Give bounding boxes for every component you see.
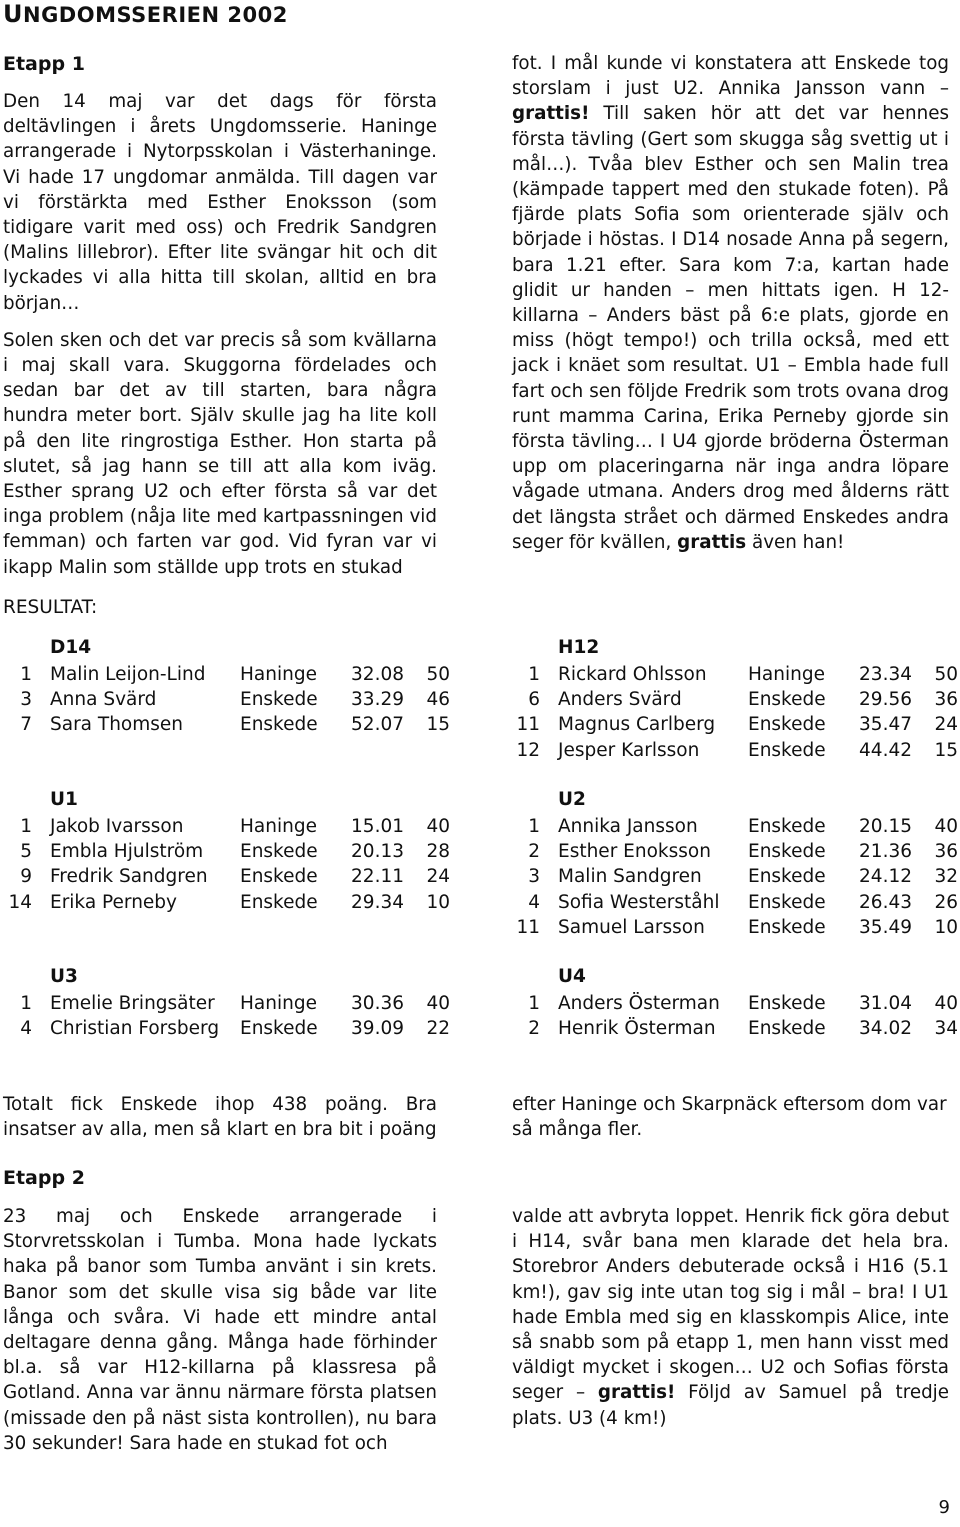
etapp1-right-column [512,51,949,555]
page-number: 9 [938,1497,950,1518]
table-row: 7 Sara Thomsen Enskede 52.07 15 [20,714,450,736]
etapp1-left-column [3,89,437,580]
page-title: UNGDOMSSERIEN 2002 [3,0,288,28]
table-row: 11 Samuel Larsson Enskede 35.49 10 [516,916,958,938]
results-table-u3: U3 1 Emelie Bringsäter Haninge 30.36 40 4 Christian Forsberg Enskede 39.09 22 [2,961,450,1041]
table-row: 4 Christian Forsberg Enskede 39.09 22 [20,1018,450,1040]
results-table-u4: U4 1 Anders Österman Enskede 31.04 40 2 Henrik Österman Enskede 34.02 34 [510,961,958,1041]
table-row: 1 Emelie Bringsäter Haninge 30.36 40 [20,993,450,1015]
table-row: 3 Malin Sandgren Enskede 24.12 32 [528,866,958,888]
results-table-h12: H12 1 Rickard Ohlsson Haninge 23.34 50 6 Anders Svärd Enskede 29.56 36 11 Magnus Carlberg Enskede 35.47 24 12 Jesper Karlsson Enskede 44.42 15 [510,632,958,763]
table-row: 6 Anders Svärd Enskede 29.56 36 [528,689,958,711]
etapp2-right-column [512,1204,949,1431]
table-row: 3 Anna Svärd Enskede 33.29 46 [20,689,450,711]
table-row: 5 Embla Hjulström Enskede 20.13 28 [20,841,450,863]
table-row: 9 Fredrik Sandgren Enskede 22.11 24 [20,866,450,888]
paragraph: fot. I mål kunde vi konstatera att Enskede tog storslam i just U2. Annika Jansson vann – grattis! Till saken hör att det var hennes första tävling (Gert som skugga såg svettig ut i mål…). Tvåa blev Esther och sen Malin trea (kämpade tappert med den stukade foten). På fjärde plats Sofia som orienterade själv och började i höstas. I D14 nosade Anna på segern, bara 1.21 efter. Sara kom 7:a, kartan hade glidit ur handen – men hittats igen. H 12-killarna – Anders bäst på 6:e plats, gjorde en miss (högt tempo!) och trilla också, med ett jack i knäet som resultat. U1 – Embla hade full fart och sen följde Fredrik som trots ovana drog runt mamma Carina, Erika Perneby gjorde sin första tävling… I U4 gjorde bröderna Österman upp om placeringarna när inga andra löpare vågade utmana. Anders drog med ålderns rätt det längsta strået och därmed Enskedes andra seger för kvällen, grattis även han! [512,53,949,553]
results-table-d14: D14 1 Malin Leijon-Lind Haninge 32.08 50 3 Anna Svärd Enskede 33.29 46 7 Sara Thomsen Enskede 52.07 15 [2,632,450,738]
paragraph: Solen sken och det var precis så som kvällarna i maj skall vara. Skuggorna fördelades och sedan bar det av till starten, bara några hundra meter bort. Själv skulle jag ha lite koll på den lite ringrostiga Esther. Hon starta på slutet, så jag hann se till att alla kom iväg. Esther sprang U2 och efter första så var det inga problem (nåja lite med kartpassningen vid femman) och farten var god. Vid fyran var vi ikapp Malin som ställde upp trots en stukad [3,329,437,578]
paragraph: Den 14 maj var det dags för första deltävlingen i årets Ungdomsserie. Haninge arrangerade i Nytorpsskolan i Västerhaninge. Vi hade 17 ungdomar anmälda. Till dagen var vi förstärkta med Esther Enoksson (som tidigare varit med oss) och Fredrik Sandgren (Malins lillebror). Efter lite svängar hit och dit lyckades vi alla hitta till skolan, alltid en bra början… [3,91,437,314]
paragraph: Totalt fick Enskede ihop 438 poäng. Bra insatser av alla, men så klart en bra bit i poäng [3,1094,437,1141]
paragraph: valde att avbryta loppet. Henrik fick göra debut i H14, svår bana men klarade det hela bra. Storebror Anders debuterade också i H16 (5.1 km!), gav sig inte utan tog sig i mål – bra! I U1 hade Embla med sig en klasskompis Alice, inte så snabb som på etapp 1, men hann visst med väldigt mycket i skogen… U2 och Sofias första seger – grattis! Följd av Samuel på tredje plats. U3 (4 km!) [512,1206,949,1429]
totals-right [512,1092,949,1142]
table-row: 1 Malin Leijon-Lind Haninge 32.08 50 [20,664,450,686]
table-row: 2 Esther Enoksson Enskede 21.36 36 [528,841,958,863]
paragraph: 23 maj och Enskede arrangerade i Storvretsskolan i Tumba. Mona hade lyckats haka på banor som Tumba använt i sin krets. Banor som det skulle visa sig både var lite långa och svåra. Vi hade ett mindre antal deltagare denna gång. Många hade förhinder bl.a. så var H12-killarna på klassresa på Gotland. Anna var ännu närmare första platsen (missade den på näst sista kontrollen), nu bara 30 sekunder! Sara hade en stukad fot och [3,1206,437,1454]
results-table-u1: U1 1 Jakob Ivarsson Haninge 15.01 40 5 Embla Hjulström Enskede 20.13 28 9 Fredrik Sandgren Enskede 22.11 24 14 Erika Perneby Enskede 29.34 10 [2,784,450,915]
etapp2-left-column [3,1204,437,1456]
table-row: 2 Henrik Österman Enskede 34.02 34 [528,1018,958,1040]
totals-left [3,1092,437,1142]
results-label: RESULTAT: [3,597,98,618]
table-row: 1 Rickard Ohlsson Haninge 23.34 50 [528,664,958,686]
table-row: 11 Magnus Carlberg Enskede 35.47 24 [516,714,958,736]
table-row: 12 Jesper Karlsson Enskede 44.42 15 [516,739,958,761]
table-row: 1 Anders Österman Enskede 31.04 40 [528,993,958,1015]
paragraph: efter Haninge och Skarpnäck eftersom dom var så många fler. [512,1094,947,1141]
etapp1-heading: Etapp 1 [3,53,85,75]
table-row: 14 Erika Perneby Enskede 29.34 10 [8,891,450,913]
table-row: 1 Jakob Ivarsson Haninge 15.01 40 [20,816,450,838]
etapp2-heading: Etapp 2 [3,1167,85,1189]
table-row: 1 Annika Jansson Enskede 20.15 40 [528,816,958,838]
table-row: 4 Sofia Westerståhl Enskede 26.43 26 [528,891,958,913]
results-table-u2: U2 1 Annika Jansson Enskede 20.15 40 2 Esther Enoksson Enskede 21.36 36 3 Malin Sandgren Enskede 24.12 32 4 Sofia Westerståhl Enskede 26.43 26 11 Samuel Larsson Enskede 35.49 10 [510,784,958,940]
